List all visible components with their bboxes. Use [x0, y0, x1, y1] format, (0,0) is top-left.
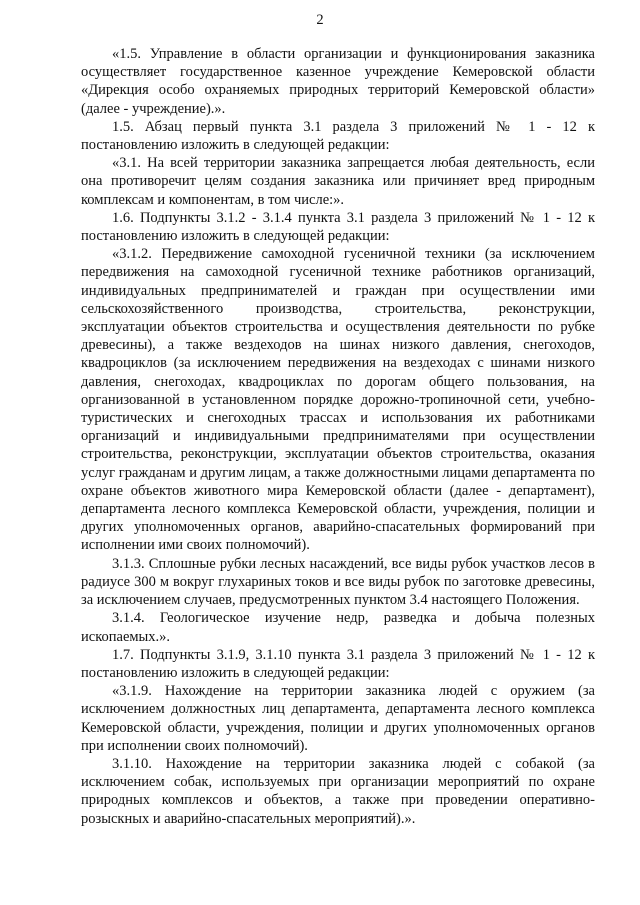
paragraph-amendment-1-6: 1.6. Подпункты 3.1.2 - 3.1.4 пункта 3.1 раздела 3 приложений № 1 - 12 к постановлению изложить в следующей редакции:: [81, 209, 595, 245]
paragraph-3-1-2: «3.1.2. Передвижение самоходной гусеничной техники (за исключением передвижения на самоходной гусеничной технике работников организаций, индивидуальных предпринимателей и граждан при осуществлении ими сельскохозяйственного производства, строительства, реконструкции, эксплуатации объектов строительства и осуществления деятельности по рубке древесины), а также вездеходов на шинах низкого давления, снегоходов, квадроциклов (за исключением передвижения на вездеходах с шинами низкого давления, снегоходах, квадроциклах по дорогам общего пользования, на организованной в установленном порядке дорожно-тропиночной сети, учебно-туристических и снегоходных трассах и использования их работниками организаций и индивидуальными предпринимателями при осуществлении строительства, реконструкции, эксплуатации объектов строительства, оказания услуг гражданам и другим лицам, а также должностными лицами департамента по охране объектов животного мира Кемеровской области (далее - департамент), департамента лесного комплекса Кемеровской области, учреждения, полиции и других уполномоченных органов, аварийно-спасательных формирований при исполнении ими своих полномочий).: [81, 246, 595, 554]
paragraph-3-1-3: 3.1.3. Сплошные рубки лесных насаждений, все виды рубок участков лесов в радиусе 300 м вокруг глухариных токов и все виды рубок по заготовке древесины, за исключением случаев, предусмотренных пунктом 3.4 настоящего Положения.: [81, 555, 595, 609]
page-number: 2: [316, 12, 324, 28]
paragraph-3-1-9: «3.1.9. Нахождение на территории заказника людей с оружием (за исключением должностных лиц департамента, департамента лесного комплекса Кемеровской области, учреждения, полиции и других уполномоченных органов при исполнении своих полномочий).: [81, 683, 595, 754]
document-body: [81, 45, 595, 828]
paragraph-3-1-10: 3.1.10. Нахождение на территории заказника людей с собакой (за исключением собак, используемых при организации мероприятий по охране природных комплексов и объектов, а также при проведении оперативно-розыскных и аварийно-спасательных мероприятий).».: [81, 755, 595, 827]
paragraph-3-1-quote: «3.1. На всей территории заказника запрещается любая деятельность, если она противоречит целям создания заказника или причиняет вред природным комплексам и компонентам, в том числе:».: [81, 155, 595, 208]
paragraph-amendment-1-5: 1.5. Абзац первый пункта 3.1 раздела 3 приложений № 1 - 12 к постановлению изложить в следующей редакции:: [81, 118, 595, 154]
paragraph-1-5-quote: «1.5. Управление в области организации и функционирования заказника осуществляет государственное казенное учреждение Кемеровской области «Дирекция особо охраняемых природных территорий Кемеровской области» (далее - учреждение).».: [81, 46, 595, 117]
paragraph-amendment-1-7: 1.7. Подпункты 3.1.9, 3.1.10 пункта 3.1 раздела 3 приложений № 1 - 12 к постановлению изложить в следующей редакции:: [81, 646, 595, 681]
paragraph-3-1-4: 3.1.4. Геологическое изучение недр, разведка и добыча полезных ископаемых.».: [81, 610, 595, 645]
